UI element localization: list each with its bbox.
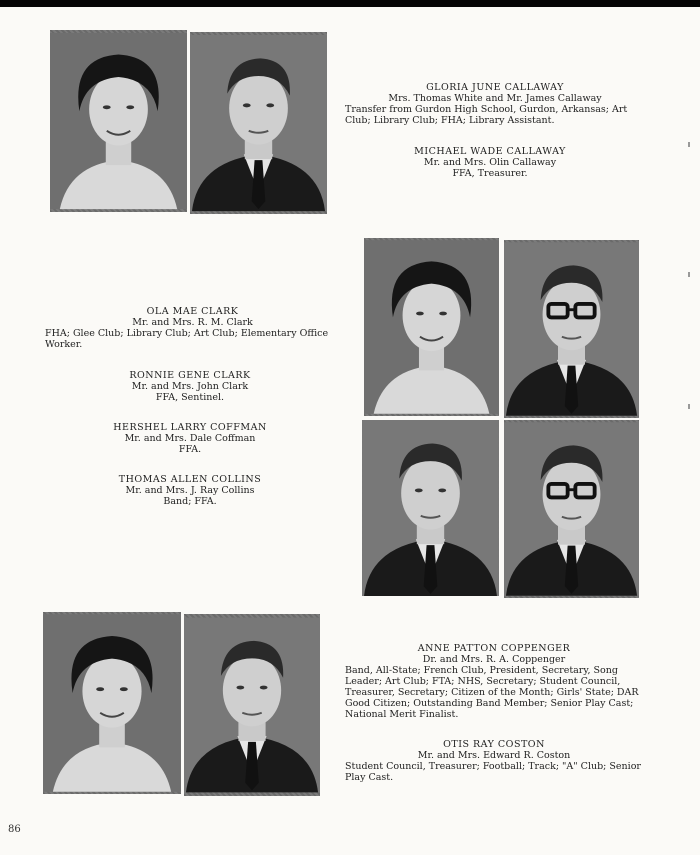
photo-hershel-larry-coffman (362, 420, 499, 596)
student-parents: Mr. and Mrs. Olin Callaway (423, 157, 557, 168)
entry-ola-mae-clark (45, 306, 340, 350)
entry-michael-wade-callaway (360, 146, 620, 179)
student-name: RONNIE GENE CLARK (129, 370, 251, 381)
top-border (0, 0, 700, 7)
male-portrait-icon (362, 420, 499, 596)
male-portrait-icon (184, 614, 320, 796)
female-portrait-icon (50, 30, 187, 212)
student-name: OTIS RAY COSTON (443, 739, 545, 750)
student-parents: Mrs. Thomas White and Mr. James Callaway (388, 93, 602, 104)
student-activities: FFA, Treasurer. (452, 168, 528, 179)
photo-michael-wade-callaway (190, 32, 327, 214)
student-name: ANNE PATTON COPPENGER (417, 643, 571, 654)
student-activities: FHA; Glee Club; Library Club; Art Club; Elementary Office Worker. (45, 328, 329, 350)
page-number: 86 (8, 824, 21, 835)
entry-hershel-larry-coffman (60, 422, 320, 455)
student-parents: Dr. and Mrs. R. A. Coppenger (422, 654, 566, 665)
entry-anne-patton-coppenger (345, 643, 643, 720)
entry-thomas-allen-collins (60, 474, 320, 507)
student-parents: Mr. and Mrs. Edward R. Coston (417, 750, 571, 761)
entry-gloria-june-callaway (345, 82, 645, 126)
edge-mark (688, 142, 690, 147)
female-portrait-icon (364, 238, 499, 416)
student-name: HERSHEL LARRY COFFMAN (113, 422, 267, 433)
student-parents: Mr. and Mrs. R. M. Clark (132, 317, 253, 328)
student-activities: FFA. (178, 444, 202, 455)
student-name: GLORIA JUNE CALLAWAY (426, 82, 564, 93)
entry-ronnie-gene-clark (60, 370, 320, 403)
male-glasses-portrait-icon (504, 240, 639, 418)
student-parents: Mr. and Mrs. John Clark (131, 381, 249, 392)
photo-gloria-june-callaway (50, 30, 187, 212)
student-activities: Transfer from Gurdon High School, Gurdon, Arkansas; Art Club; Library Club; FHA; Library Assistant. (345, 104, 628, 126)
student-activities: Band; FFA. (163, 496, 217, 507)
student-activities: FFA, Sentinel. (155, 392, 225, 403)
male-portrait-icon (190, 32, 327, 214)
edge-mark (688, 272, 690, 277)
student-activities: Student Council, Treasurer; Football; Track; "A" Club; Senior Play Cast. (345, 761, 641, 783)
student-parents: Mr. and Mrs. J. Ray Collins (125, 485, 255, 496)
entry-otis-ray-coston (345, 739, 643, 783)
photo-thomas-allen-collins (504, 420, 639, 598)
photo-ola-mae-clark (364, 238, 499, 416)
male-glasses-portrait-icon (504, 420, 639, 598)
student-name: THOMAS ALLEN COLLINS (118, 474, 262, 485)
photo-anne-patton-coppenger (43, 612, 181, 794)
photo-otis-ray-coston (184, 614, 320, 796)
photo-ronnie-gene-clark (504, 240, 639, 418)
female-portrait-icon (43, 612, 181, 794)
student-name: MICHAEL WADE CALLAWAY (414, 146, 566, 157)
student-activities: Band, All-State; French Club, President, Secretary, Song Leader; Art Club; FTA; NHS, Secretary; Student Council, Treasurer, Secretary; Citizen of the Month; Girls' State; DAR Good Citizen; Outstanding Band Member; Senior Play Cast; National Merit Finalist. (345, 665, 639, 720)
student-name: OLA MAE CLARK (146, 306, 239, 317)
student-parents: Mr. and Mrs. Dale Coffman (124, 433, 256, 444)
edge-mark (688, 404, 690, 409)
